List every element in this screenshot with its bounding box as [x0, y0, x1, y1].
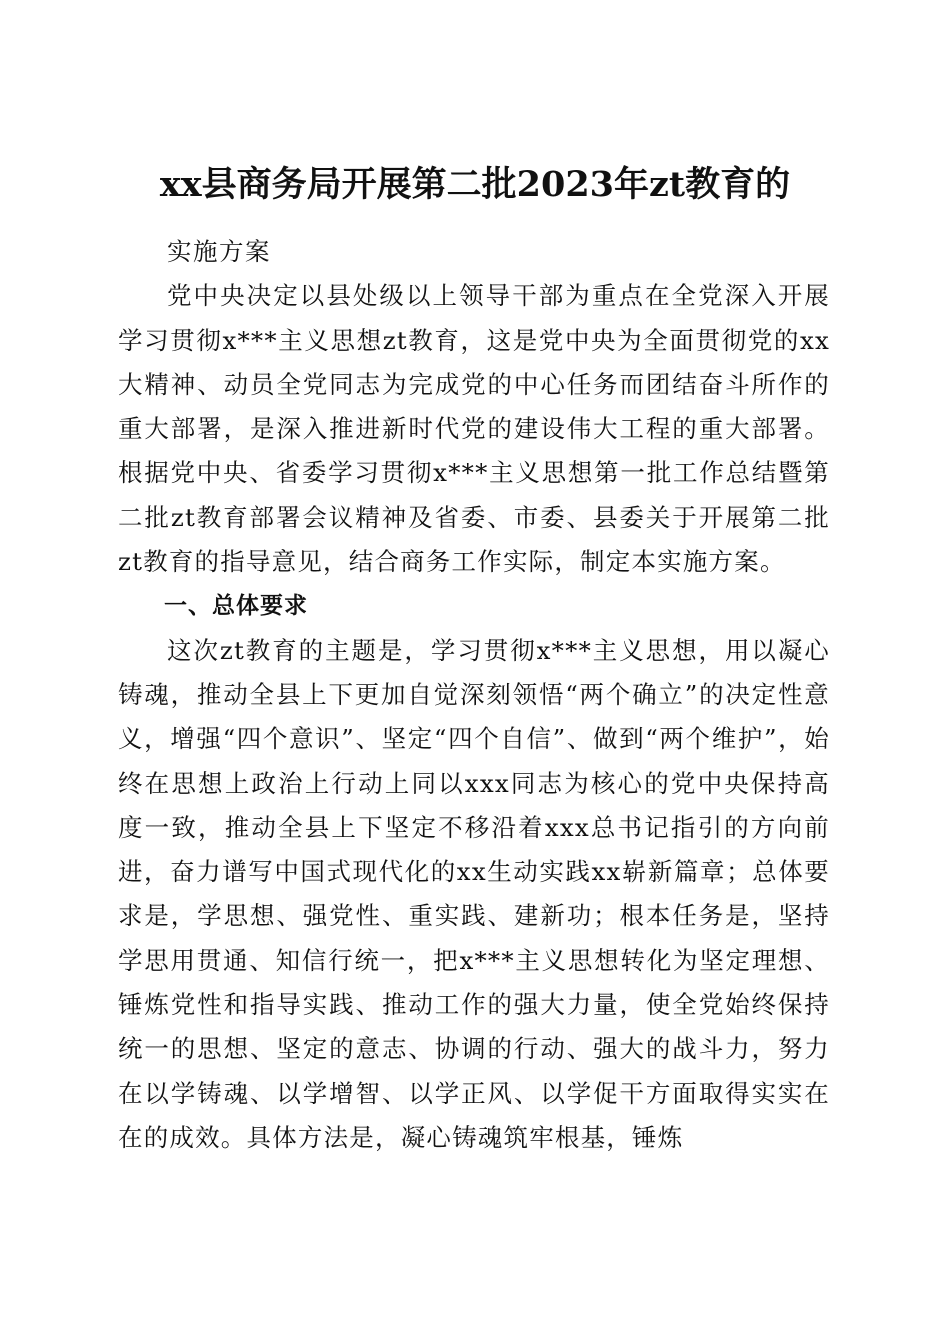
paragraph-overall-requirements: 这次zt教育的主题是，学习贯彻x***主义思想，用以凝心铸魂，推动全县上下更加自觉深刻领悟“两个确立”的决定性意义，增强“四个意识”、坚定“四个自信”、做到“两个维护”，始终在思想上政治上行动上同以xxx同志为核心的党中央保持高度一致，推动全县上下坚定不移沿着xxx总书记指引的方向前进，奋力谱写中国式现代化的xx生动实践xx崭新篇章；总体要求是，学思想、强党性、重实践、建新功；根本任务是，坚持学思用贯通、知信行统一，把x***主义思想转化为坚定理想、锤炼党性和指导实践、推动工作的强大力量，使全党始终保持统一的思想、坚定的意志、协调的行动、强大的战斗力，努力在以学铸魂、以学增智、以学正风、以学促干方面取得实实在在的成效。具体方法是，凝心铸魂筑牢根基，锤炼: [118, 635, 830, 1152]
document-body: [118, 230, 830, 1160]
paragraph-intro: 党中央决定以县处级以上领导干部为重点在全党深入开展学习贯彻x***主义思想zt教育，这是党中央为全面贯彻党的xx大精神、动员全党同志为完成党的中心任务而团结奋斗所作的重大部署，是深入推进新时代党的建设伟大工程的重大部署。根据党中央、省委学习贯彻x***主义思想第一批工作总结暨第二批zt教育部署会议精神及省委、市委、县委关于开展第二批zt教育的指导意见，结合商务工作实际，制定本实施方案。: [118, 281, 830, 577]
section-heading-overall-requirements: 一、总体要求: [164, 593, 308, 620]
document-subtitle: 实施方案: [167, 237, 271, 266]
document-title: xx县商务局开展第二批2023年zt教育的: [159, 164, 791, 206]
